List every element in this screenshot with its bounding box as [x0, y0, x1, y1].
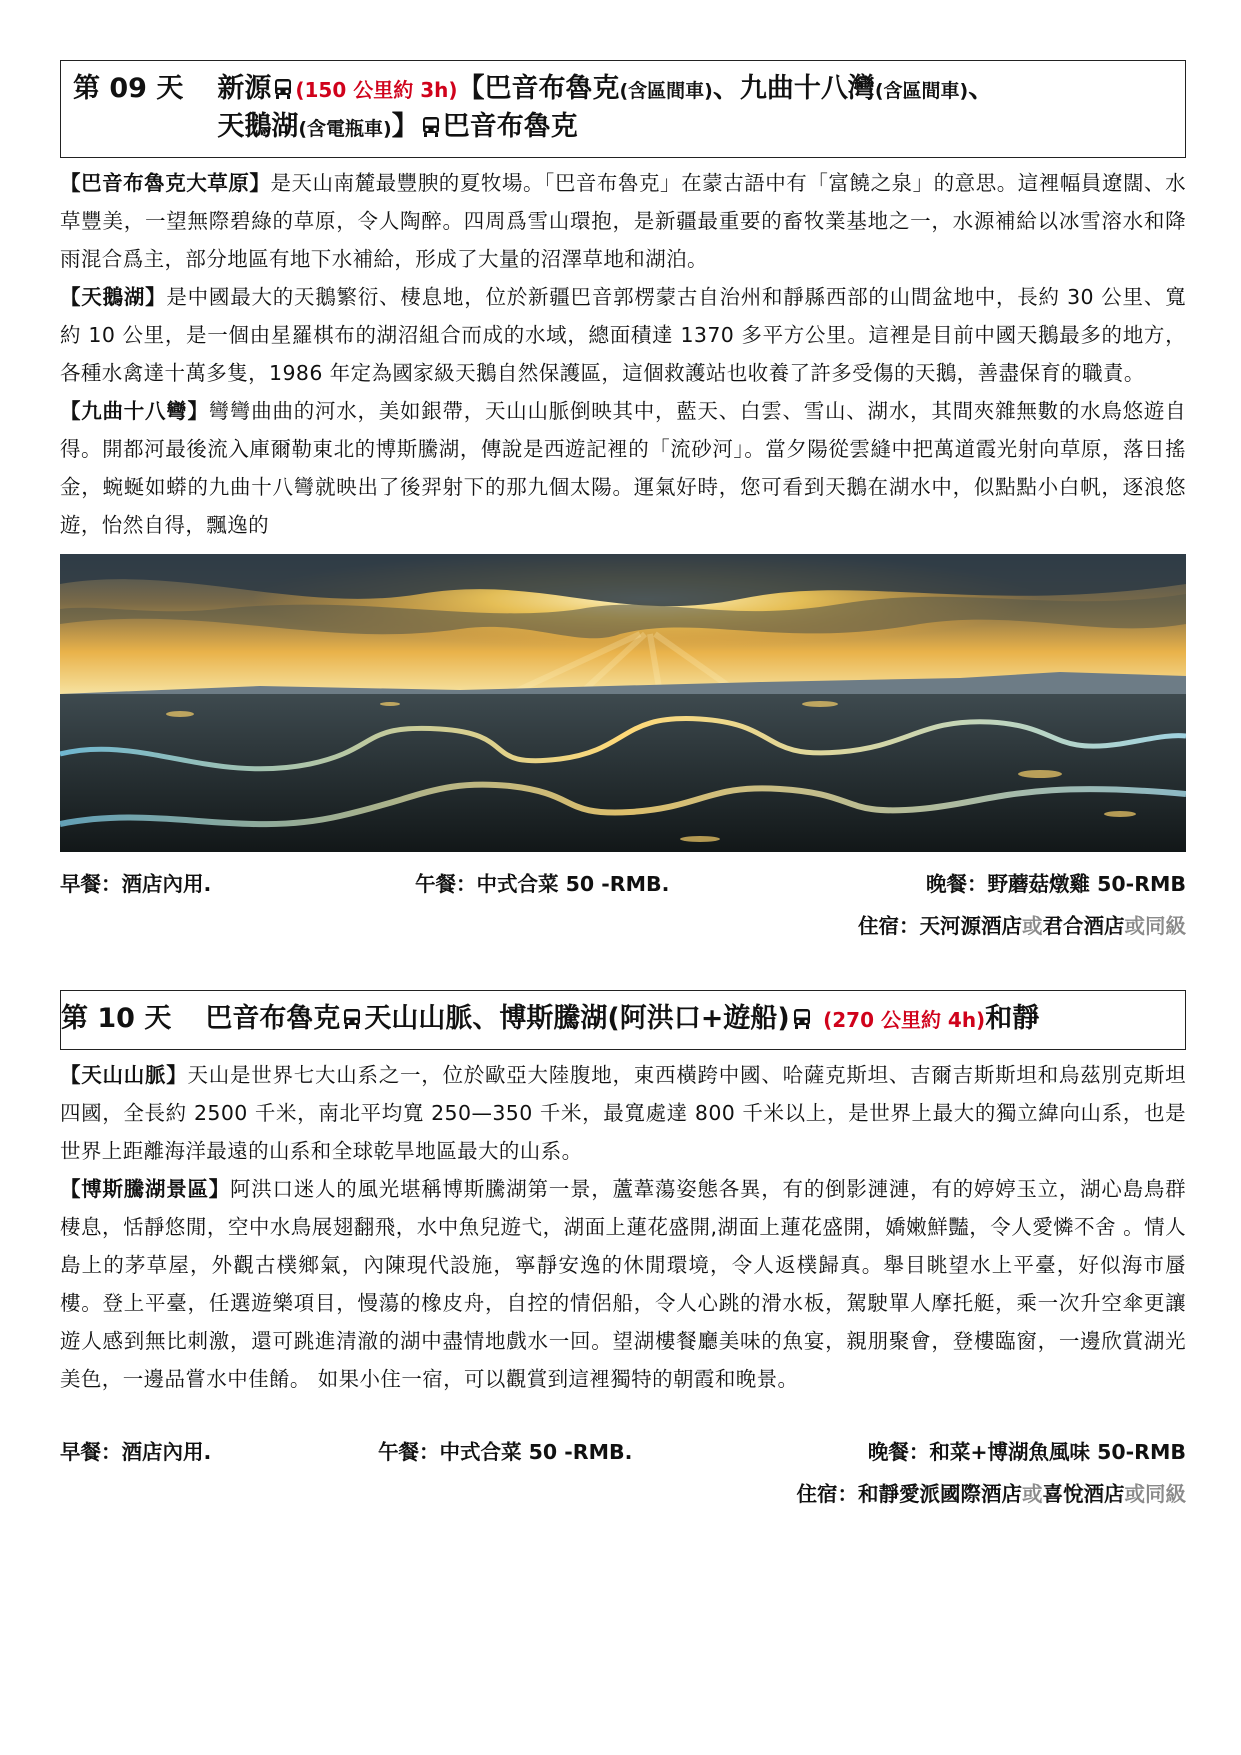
bus-icon — [343, 1008, 361, 1030]
dinner: 晚餐：野蘑菇燉雞 50-RMB — [926, 872, 1186, 896]
lunch: 午餐：中式合菜 50 -RMB. — [415, 872, 670, 896]
day10-header — [60, 990, 1186, 1050]
day10-hotel — [60, 1472, 1186, 1516]
paragraph-text: 彎彎曲曲的河水，美如銀帶，天山山脈倒映其中，藍天、白雲、雪山、湖水，其間夾雜無數的水鳥悠遊自得。開都河最後流入庫爾勒東北的博斯騰湖，傳說是西遊記裡的「流砂河」。當夕陽從雲縫中把萬道霞光射向草原，落日搖金，蜿蜒如蟒的九曲十八彎就映出了後羿射下的那九個太陽。運氣好時，您可看到天鵝在湖水中，似點點小白帆，逐浪悠遊，怡然自得，飄逸的 — [60, 399, 1186, 537]
hotel-label: 住宿： — [796, 1482, 858, 1506]
breakfast: 早餐：酒店內用. — [60, 1440, 212, 1464]
lunch: 午餐：中式合菜 50 -RMB. — [378, 1440, 633, 1464]
paragraph-bayinbuluke — [60, 164, 1186, 278]
hotel-2: 喜悅酒店 — [1042, 1482, 1125, 1506]
day09-route-c-note: (含電瓶車) — [298, 118, 392, 140]
keyword: 【博斯騰湖景區】 — [60, 1177, 231, 1201]
or-equivalent-text: 或同級 — [1124, 914, 1186, 938]
day09-route-a: 【巴音布魯克 — [457, 73, 620, 104]
bus-icon — [274, 78, 292, 100]
day10-route — [205, 1001, 1173, 1038]
hotel-1: 和靜愛派國際酒店 — [858, 1482, 1022, 1506]
paragraph-text: 阿洪口迷人的風光堪稱博斯騰湖第一景，蘆葦蕩姿態各異，有的倒影漣漣，有的婷婷玉立，湖心島鳥群棲息，恬靜悠閒，空中水鳥展翅翻飛，水中魚兒遊弋，湖面上蓮花盛開,湖面上蓮花盛開，嬌嫩鮮豔，令人愛憐不舍 。情人島上的茅草屋，外觀古樸鄉氣，內陳現代設施，寧靜安逸的休閒環境，令人返樸歸真。舉目眺望水上平臺，好似海市蜃樓。登上平臺，任選遊樂項目，慢蕩的橡皮舟，自控的情侶船，令人心跳的滑水板，駕駛單人摩托艇，乘一次升空傘更讓遊人感到無比刺激，還可跳進清澈的湖中盡情地戲水一回。望湖樓餐廳美味的魚宴，親朋聚會，登樓臨窗，一邊欣賞湖光美色，一邊品嘗水中佳餚。 如果小住一宿，可以觀賞到這裡獨特的朝霞和晚景。 — [60, 1177, 1186, 1391]
paragraph-tianshan — [60, 1056, 1186, 1170]
bus-icon — [422, 116, 440, 138]
keyword: 【九曲十八彎】 — [60, 399, 209, 423]
day10-label: 第 10 天 — [61, 1003, 172, 1034]
day10-distance: (270 公里約 4h) — [823, 1008, 986, 1032]
keyword: 【天山山脈】 — [60, 1063, 188, 1087]
or-text: 或 — [1022, 914, 1043, 938]
day09-route-c-end: 】 — [391, 111, 419, 142]
day09-route-c-pre: 、 — [968, 73, 996, 104]
day09-route-b: 、九曲十八灣 — [712, 73, 875, 104]
day09-header — [60, 60, 1186, 158]
paragraph-bosten-lake — [60, 1170, 1186, 1398]
day09-distance: (150 公里約 3h) — [295, 78, 458, 102]
paragraph-text: 是中國最大的天鵝繁衍、棲息地，位於新疆巴音郭楞蒙古自治州和靜縣西部的山間盆地中，長約 30 公里、寬約 10 公里，是一個由星羅棋布的湖沼組合而成的水域，總面積達 1370 多平方公里。這裡是目前中國天鵝最多的地方，各種水禽達十萬多隻，1986 年定為國家級天鵝自然保護區，這個救護站也收養了許多受傷的天鵝，善盡保育的職責。 — [60, 285, 1187, 385]
day09-label: 第 09 天 — [73, 73, 184, 104]
day09-to: 巴音布魯克 — [442, 111, 578, 142]
day10-to: 和靜 — [985, 1003, 1040, 1034]
paragraph-swan-lake — [60, 278, 1186, 392]
day09-route-b-note: (含區間車) — [874, 80, 969, 102]
day09-hotel — [60, 904, 1186, 948]
day10-from: 巴音布魯克 — [205, 1003, 341, 1034]
bus-icon — [793, 1008, 811, 1030]
paragraph-text: 天山是世界七大山系之一，位於歐亞大陸腹地，東西橫跨中國、哈薩克斯坦、吉爾吉斯斯坦和烏茲別克斯坦四國，全長約 2500 千米，南北平均寬 250—350 千米，最寬處達 800 千米以上，是世界上最大的獨立緯向山系，也是世界上距離海洋最遠的山系和全球乾旱地區最大的山系。 — [60, 1063, 1186, 1163]
day10-body — [60, 1056, 1186, 1398]
keyword: 【巴音布魯克大草原】 — [60, 171, 271, 195]
dinner: 晚餐：和菜+博湖魚風味 50-RMB — [867, 1440, 1186, 1464]
breakfast: 早餐：酒店內用. — [60, 872, 212, 896]
hotel-1: 天河源酒店 — [919, 914, 1022, 938]
day10-meals — [60, 1428, 1186, 1472]
hotel-label: 住宿： — [858, 914, 920, 938]
paragraph-text: 是天山南麓最豐腴的夏牧場。「巴音布魯克」在蒙古語中有「富饒之泉」的意思。這裡幅員遼闊、水草豐美，一望無際碧綠的草原，令人陶醉。四周爲雪山環抱，是新疆最重要的畜牧業基地之一，水源補給以冰雪溶水和降雨混合爲主，部分地區有地下水補給，形成了大量的沼澤草地和湖泊。 — [60, 171, 1186, 271]
day10-route-text: 天山山脈、博斯騰湖(阿洪口+遊船) — [364, 1003, 790, 1034]
hotel-2: 君合酒店 — [1042, 914, 1125, 938]
or-equivalent-text: 或同級 — [1124, 1482, 1186, 1506]
day09-meals — [60, 860, 1186, 904]
day09-route-c: 天鵝湖 — [217, 111, 299, 142]
day09-body — [60, 164, 1186, 544]
day09-from: 新源 — [217, 73, 272, 104]
day09-route-a-note: (含區間車) — [619, 80, 713, 102]
or-text: 或 — [1022, 1482, 1043, 1506]
bayinbuluke-sunset-river-photo — [60, 554, 1186, 852]
keyword: 【天鵝湖】 — [60, 285, 167, 309]
paragraph-nine-bends — [60, 392, 1186, 544]
day09-route — [217, 71, 1173, 147]
